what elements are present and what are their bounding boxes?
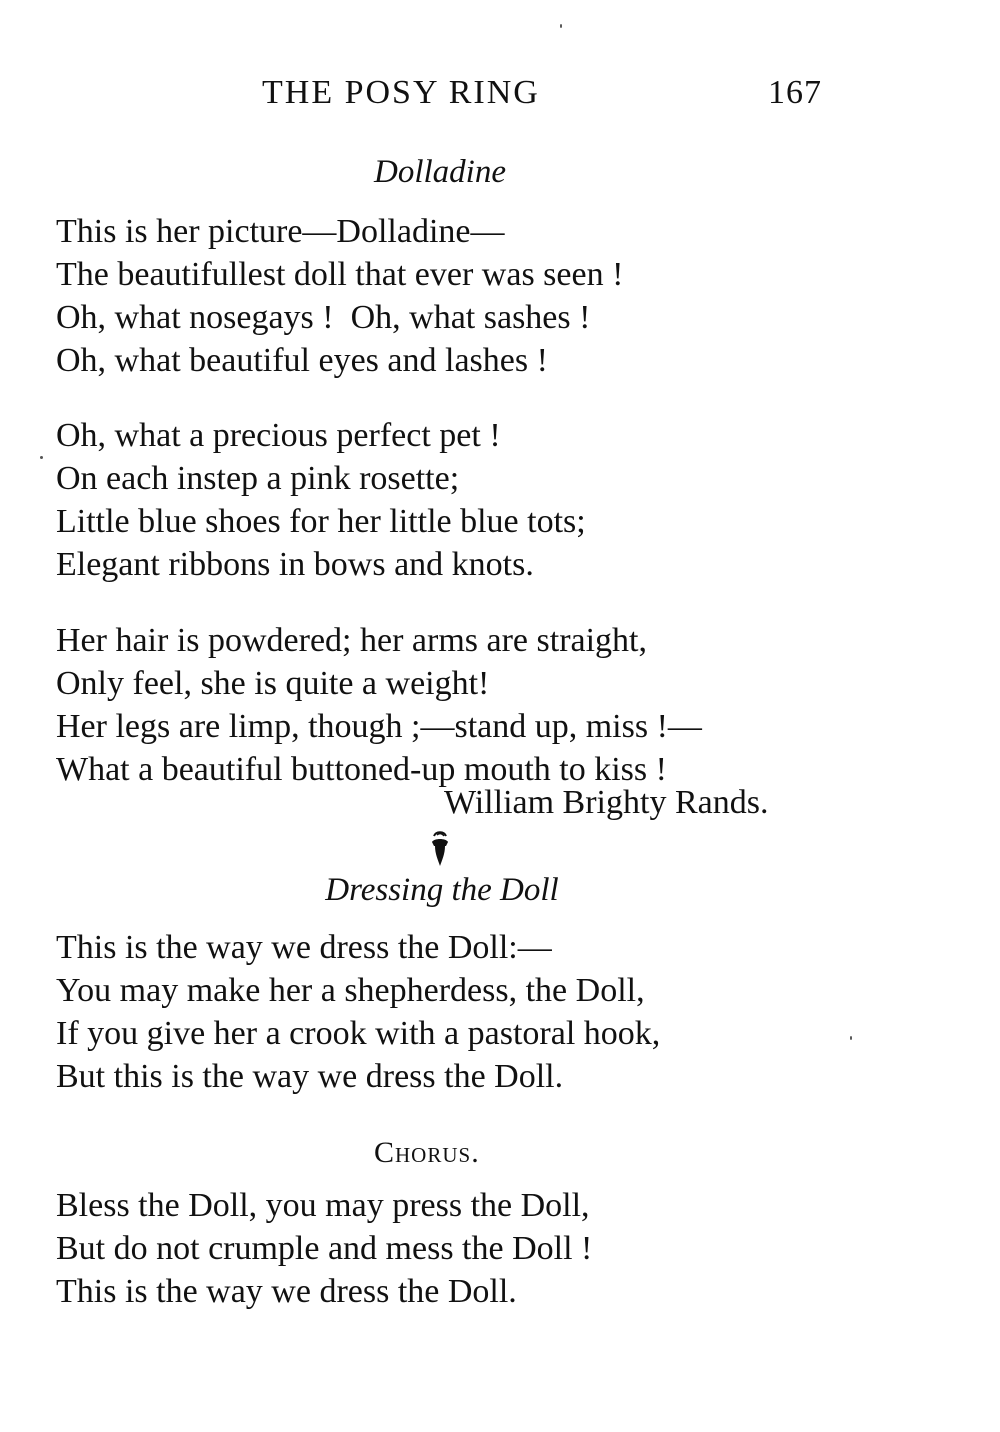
running-head xyxy=(0,74,1000,118)
poem-title-dolladine: Dolladine xyxy=(374,154,506,190)
poem-line: This is her picture—Dolladine— xyxy=(56,213,505,250)
poem-line: This is the way we dress the Doll:— xyxy=(56,929,552,966)
poem-author: William Brighty Rands. xyxy=(444,784,769,821)
print-speck xyxy=(850,1036,852,1040)
poem-line: Oh, what a precious perfect pet ! xyxy=(56,417,501,454)
poem-line: Elegant ribbons in bows and knots. xyxy=(56,546,534,583)
chorus-label: Chorus. xyxy=(374,1136,480,1169)
poem-line: Bless the Doll, you may press the Doll, xyxy=(56,1187,590,1224)
stanza xyxy=(56,210,856,382)
stanza xyxy=(56,926,856,1098)
poem-line: But do not crumple and mess the Doll ! xyxy=(56,1230,593,1267)
running-title: THE POSY RING xyxy=(262,74,540,111)
poem-line: The beautifullest doll that ever was seen ! xyxy=(56,256,624,293)
page-number: 167 xyxy=(768,74,822,111)
stanza xyxy=(56,619,856,791)
poem-line: Her legs are limp, though ;—stand up, miss !— xyxy=(56,708,702,745)
stanza xyxy=(56,414,856,586)
poem-line: Only feel, she is quite a weight! xyxy=(56,665,490,702)
poem-line: This is the way we dress the Doll. xyxy=(56,1273,517,1310)
poem-line: What a beautiful buttoned-up mouth to kiss ! xyxy=(56,751,667,788)
poem-line: Her hair is powdered; her arms are straight, xyxy=(56,622,647,659)
acorn-ornament-icon xyxy=(424,830,456,870)
poem-line: If you give her a crook with a pastoral hook, xyxy=(56,1015,661,1052)
stanza xyxy=(56,1184,856,1313)
poem-line: But this is the way we dress the Doll. xyxy=(56,1058,564,1095)
poem-line: Little blue shoes for her little blue tots; xyxy=(56,503,586,540)
poem-line: Oh, what nosegays ! Oh, what sashes ! xyxy=(56,299,591,336)
poem-line: On each instep a pink rosette; xyxy=(56,460,460,497)
print-speck xyxy=(560,24,562,28)
poem-line: Oh, what beautiful eyes and lashes ! xyxy=(56,342,548,379)
poem-title-dressing-the-doll: Dressing the Doll xyxy=(325,872,559,908)
print-speck xyxy=(40,456,43,459)
poem-line: You may make her a shepherdess, the Doll, xyxy=(56,972,645,1009)
